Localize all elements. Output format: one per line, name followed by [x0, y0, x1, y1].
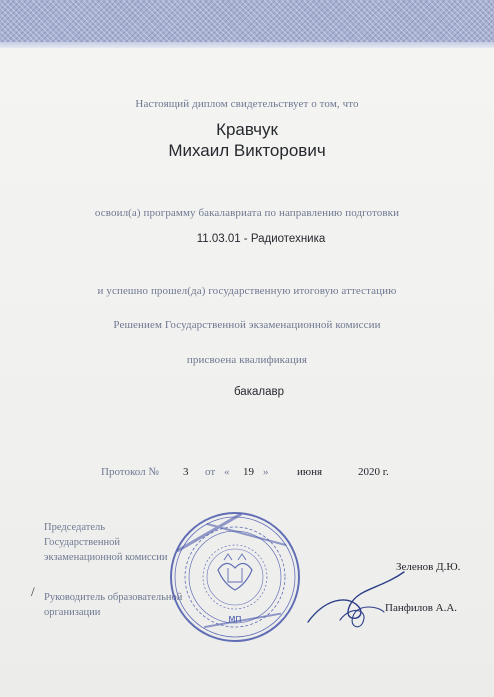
protocol-year: 2020 г.: [358, 466, 389, 478]
head-title: [44, 590, 182, 620]
qualification-assigned-text: присвоена квалификация: [186, 354, 308, 366]
protocol-quote-close: »: [263, 466, 269, 478]
protocol-from: от: [205, 466, 216, 478]
protocol-day: 19: [243, 466, 254, 478]
chair-title-line-3: экзаменационной комиссии: [44, 552, 168, 563]
head-title-line-1: Руководитель образовательной: [44, 592, 183, 603]
margin-mark: /: [31, 584, 35, 599]
chair-title: [44, 520, 168, 565]
intro-text: Настоящий диплом свидетельствует о том, что: [135, 98, 359, 110]
protocol-quote-open: «: [224, 466, 230, 478]
seal-center-text: МП: [228, 615, 242, 624]
qualification-value: бакалавр: [233, 386, 284, 398]
commission-decision-text: Решением Государственной экзаменационной комиссии: [113, 319, 381, 331]
graduate-last-name: Кравчук: [216, 120, 278, 139]
protocol-month: июня: [297, 466, 323, 478]
protocol-label: Протокол №: [101, 466, 159, 478]
handwritten-signature-icon: [300, 560, 420, 630]
program-code: 11.03.01 - Радиотехника: [196, 233, 326, 245]
attestation-text: и успешно прошел(да) государственную итоговую аттестацию: [97, 285, 397, 297]
chair-name: Зеленов Д.Ю.: [396, 561, 461, 573]
program-text: освоил(а) программу бакалавриата по направлению подготовки: [94, 207, 400, 219]
protocol-number: 3: [183, 466, 189, 478]
graduate-first-middle-name: Михаил Викторович: [168, 141, 326, 160]
decorative-top-border: [0, 0, 494, 48]
official-seal-icon: [168, 510, 302, 644]
chair-title-line-1: Председатель: [44, 522, 106, 533]
chair-title-line-2: Государственной: [44, 537, 120, 548]
head-title-line-2: организации: [44, 607, 101, 618]
head-name: Панфилов А.А.: [385, 602, 458, 614]
